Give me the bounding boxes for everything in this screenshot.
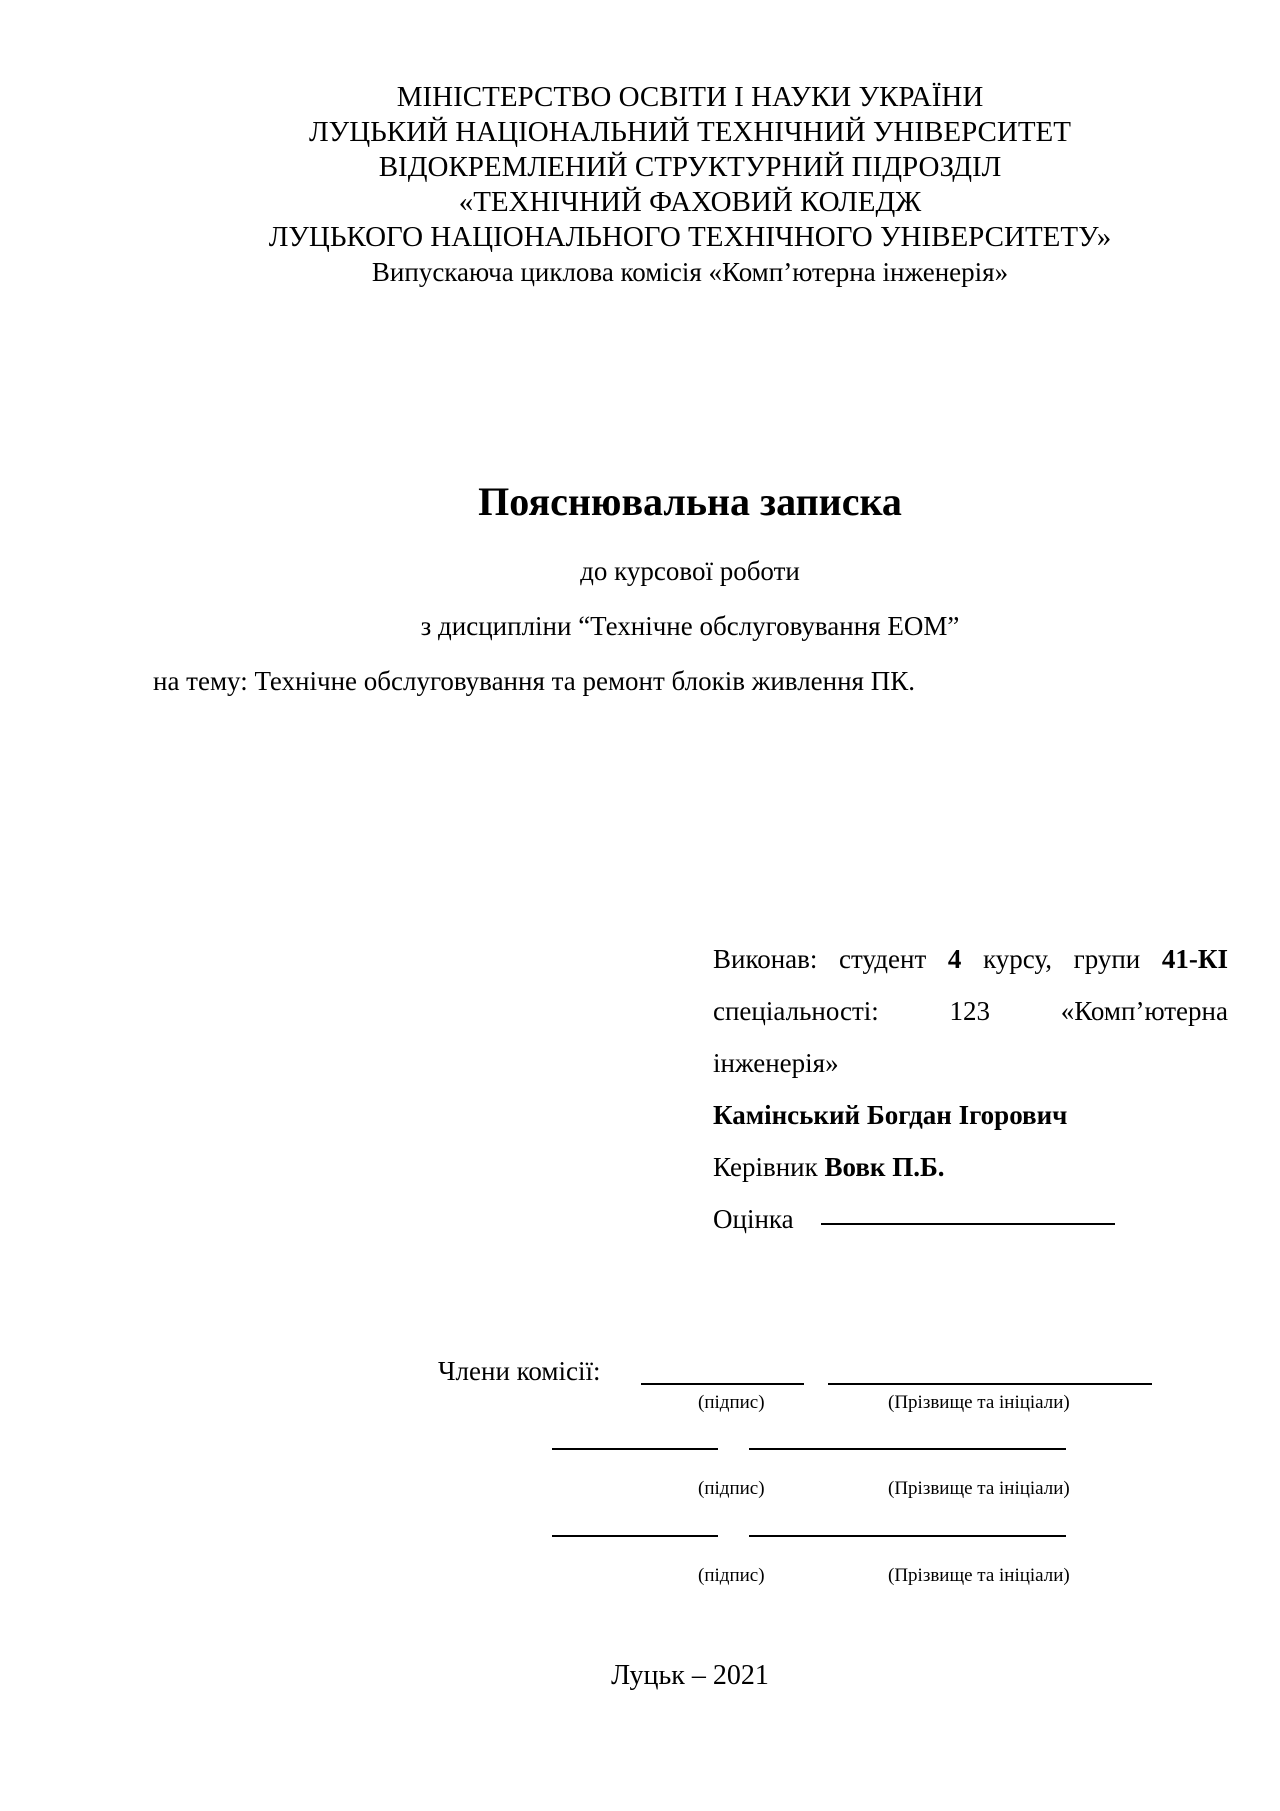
grade-underline — [821, 1223, 1115, 1225]
commission-label: Члени комісії: — [438, 1356, 601, 1386]
name-caption-1: (Прізвище та ініціали) — [888, 1392, 1070, 1413]
spec-name-part1: «Комп’ютерна — [1060, 996, 1228, 1026]
commission-sign-line-1 — [641, 1383, 804, 1385]
name-caption-3: (Прізвище та ініціали) — [888, 1565, 1070, 1586]
commission-name-line-2 — [749, 1448, 1066, 1450]
group-code: 41-КІ — [1161, 944, 1228, 974]
header-commission: Випускаюча циклова комісія «Комп’ютерна інженерія» — [371, 257, 1009, 287]
name-caption-2: (Прізвище та ініціали) — [888, 1478, 1070, 1499]
commission-name-line-3 — [749, 1535, 1066, 1537]
commission-sign-line-3 — [552, 1535, 718, 1537]
supervisor-name: Вовк П.Б. — [824, 1152, 945, 1182]
commission-sign-line-2 — [552, 1448, 718, 1450]
grade-label: Оцінка — [713, 1204, 794, 1234]
header-college-cont: ЛУЦЬКОГО НАЦІОНАЛЬНОГО ТЕХНІЧНОГО УНІВЕРСИТЕТУ» — [268, 221, 1112, 253]
sig-caption-1: (підпис) — [698, 1392, 765, 1413]
header-college: «ТЕХНІЧНИЙ ФАХОВИЙ КОЛЕДЖ — [458, 186, 922, 218]
sig-caption-2: (підпис) — [698, 1478, 765, 1499]
done-prefix: Виконав: — [713, 944, 818, 974]
student-word: студент — [839, 944, 927, 974]
course-word: курсу, — [983, 944, 1052, 974]
commission-name-line-1 — [828, 1383, 1152, 1385]
supervisor-label: Керівник — [713, 1152, 818, 1182]
supervisor-line — [713, 1152, 1228, 1183]
student-spec-line — [713, 996, 1228, 1027]
header-division: ВІДОКРЕМЛЕНИЙ СТРУКТУРНИЙ ПІДРОЗДІЛ — [378, 151, 1002, 183]
course-number: 4 — [947, 944, 962, 974]
sig-caption-3: (підпис) — [698, 1565, 765, 1586]
spec-label: спеціальності: — [713, 996, 879, 1026]
group-word: групи — [1073, 944, 1141, 974]
student-done-line — [713, 944, 1228, 975]
student-name: Камінський Богдан Ігорович — [713, 1100, 1068, 1130]
spec-name-part2: інженерія» — [713, 1048, 839, 1078]
header-ministry: МІНІСТЕРСТВО ОСВІТИ І НАУКИ УКРАЇНИ — [396, 81, 984, 113]
grade-line — [713, 1204, 1228, 1235]
subtitle-coursework: до курсової роботи — [580, 556, 800, 586]
page-title: Пояснювальна записка — [478, 479, 902, 524]
subtitle-discipline: з дисципліни “Технічне обслуговування ЕОМ” — [420, 611, 960, 641]
spec-code: 123 — [949, 996, 991, 1026]
footer-city-year: Луцьк – 2021 — [611, 1660, 769, 1691]
header-university: ЛУЦЬКИЙ НАЦІОНАЛЬНИЙ ТЕХНІЧНИЙ УНІВЕРСИТЕТ — [309, 116, 1071, 148]
subtitle-topic: на тему: Технічне обслуговування та ремонт блоків живлення ПК. — [153, 666, 915, 696]
